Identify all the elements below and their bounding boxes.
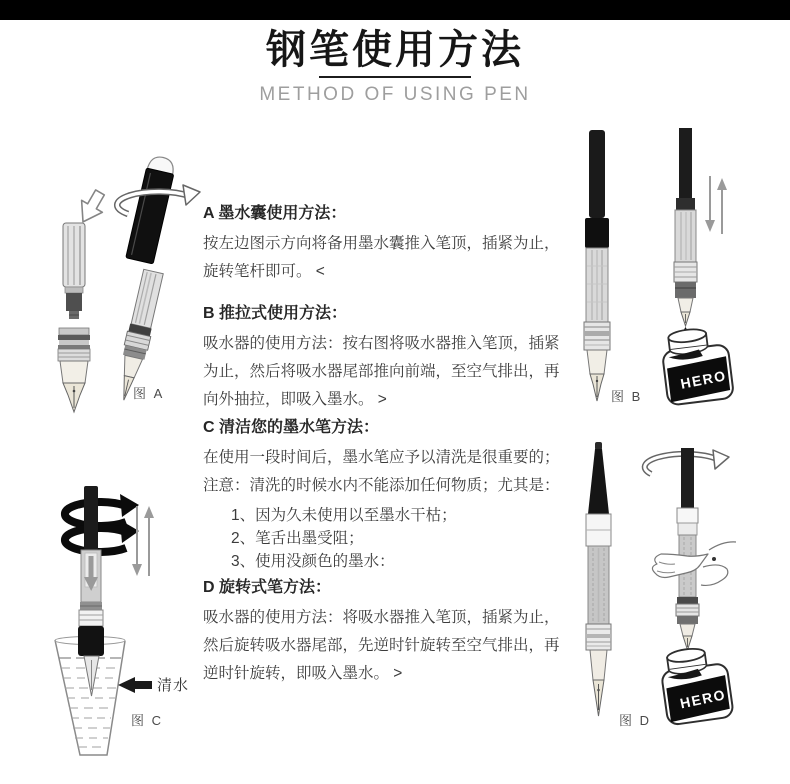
- figure-d-svg: [563, 440, 790, 742]
- section-d: [203, 577, 561, 688]
- rotate-arrow-icon: [713, 450, 729, 469]
- water-label: 清水: [157, 677, 190, 694]
- figure-d-label: 图 D: [619, 713, 652, 728]
- figure-a-illustration: [28, 140, 208, 415]
- rotate-arrows-icon: [65, 494, 139, 552]
- bottle-brand-text: HERO: [679, 367, 728, 392]
- section-c-list-item-3: 3、使用没颜色的墨水：: [231, 553, 395, 570]
- twist-pen-illustration: [586, 442, 611, 716]
- ink-cartridge-illustration: [63, 223, 85, 319]
- title-underline: [319, 76, 471, 78]
- page-subtitle: METHOD OF USING PEN: [259, 84, 531, 105]
- section-b-body: 吸水器的使用方法：按右图将吸水器推入笔顶，插紧为止，然后将吸水器尾部推向前端，至空气排出，再向外抽拉，即吸入墨水。 >: [203, 335, 560, 408]
- section-b-heading: B 推拉式使用方法：: [203, 305, 348, 322]
- section-c: [203, 417, 561, 573]
- section-a: [203, 203, 561, 286]
- section-c-body: 在使用一段时间后，墨水笔应予以清洗是很重要的；注意：清洗的时候水内不能添加任何物质；尤其是：: [203, 449, 560, 494]
- figure-a-svg: [28, 140, 208, 415]
- cleaning-pen-illustration: [78, 486, 104, 696]
- section-c-list-item-2: 2、笔舌出墨受阻；: [231, 530, 364, 547]
- ink-bottle-illustration: [658, 644, 734, 725]
- push-pull-arrows-icon: [705, 176, 727, 234]
- filling-pen-illustration: [674, 128, 697, 326]
- section-a-heading: A 墨水囊使用方法：: [203, 205, 347, 222]
- pen-cap-illustration: [126, 154, 177, 264]
- twisting-pen-illustration: [645, 448, 736, 650]
- up-down-arrows-icon: [132, 506, 154, 576]
- figure-d-illustration: [563, 440, 790, 742]
- section-d-body: 吸水器的使用方法：将吸水器推入笔顶，插紧为止，然后旋转吸水器尾部，先逆时针旋转至空气排出，再逆时针旋转，即吸入墨水。 >: [203, 609, 560, 682]
- figure-b-svg: [570, 126, 782, 418]
- section-c-list-item-1: 1、因为久未使用以至墨水干枯；: [231, 507, 457, 524]
- figure-b-label: 图 B: [611, 389, 643, 404]
- section-c-list: [203, 504, 561, 573]
- ink-bottle-illustration: [660, 325, 734, 405]
- insert-arrow-icon: [73, 186, 111, 227]
- page-title: 钢笔使用方法: [266, 28, 524, 72]
- page-header: [0, 26, 790, 106]
- section-a-body: 按左边图示方向将备用墨水囊推入笔顶，插紧为止，旋转笔杆即可。 <: [203, 235, 560, 280]
- bottle-brand-text: HERO: [678, 686, 728, 712]
- converter-pen-illustration: [584, 130, 610, 401]
- section-d-heading: D 旋转式笔方法：: [203, 579, 332, 596]
- figure-a-label: 图 A: [133, 386, 165, 401]
- nib-section-illustration: [58, 328, 90, 412]
- top-black-bar: [0, 0, 790, 20]
- figure-c-label: 图 C: [131, 713, 164, 728]
- section-c-heading: C 清洁您的墨水笔方法：: [203, 419, 380, 436]
- water-arrow-icon: [118, 677, 152, 693]
- figure-b-illustration: [570, 126, 782, 418]
- section-b: [203, 303, 561, 414]
